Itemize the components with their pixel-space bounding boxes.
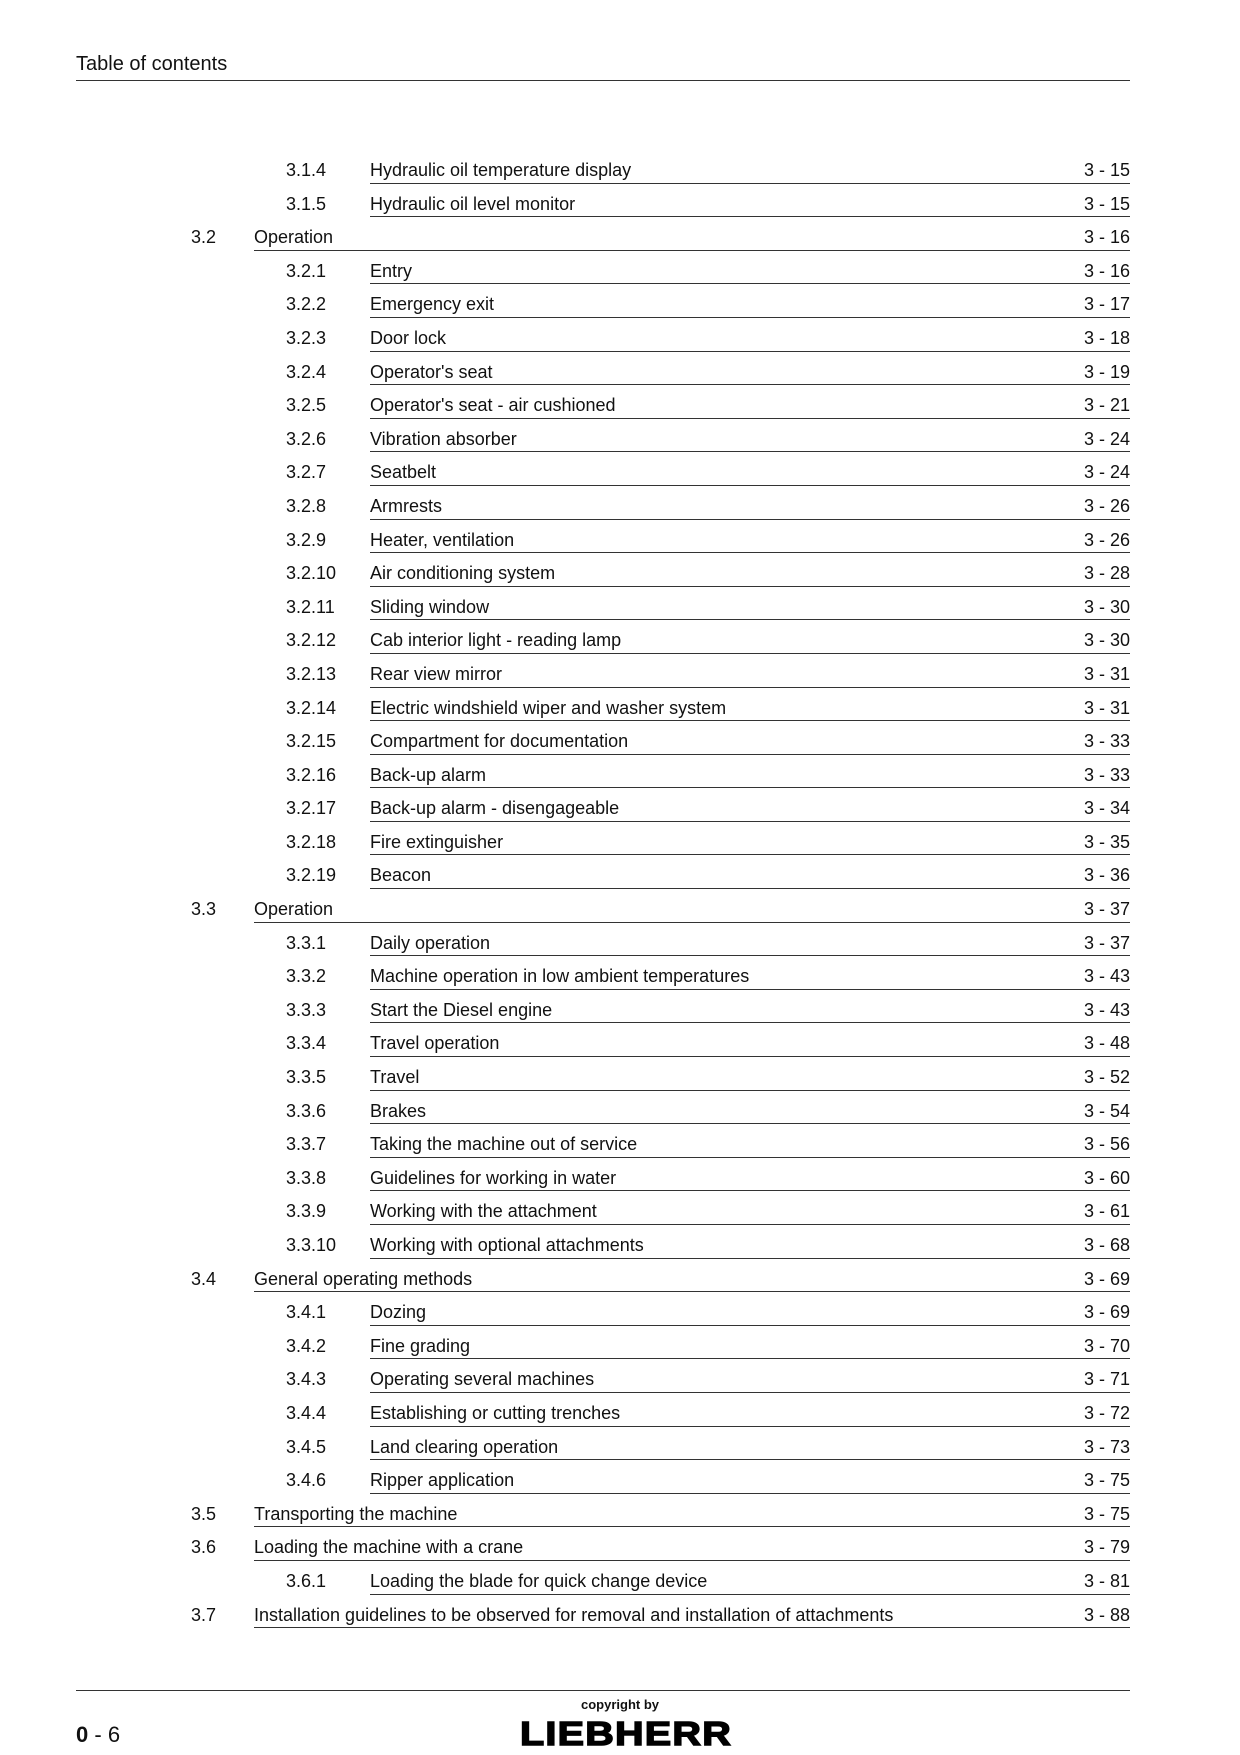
footer-divider	[76, 1690, 1130, 1691]
page-number-separator: -	[88, 1722, 108, 1747]
toc-entry	[0, 1430, 1240, 1464]
toc-entry-rule	[370, 451, 1130, 452]
toc-entry-number: 3.2.3	[286, 327, 327, 348]
toc-entry-number: 3.2.15	[286, 731, 337, 752]
liebherr-logo-icon	[518, 1716, 734, 1750]
toc-entry-page: 3 - 75	[1083, 1503, 1130, 1524]
toc-entry-number: 3.3.4	[286, 1033, 327, 1054]
toc-entry-page: 3 - 70	[1083, 1335, 1130, 1356]
toc-entry-page: 3 - 79	[1083, 1537, 1130, 1558]
toc-entry-number: 3.2.14	[286, 697, 337, 718]
toc-entry-rule	[370, 720, 1130, 721]
toc-entry-page: 3 - 56	[1083, 1134, 1130, 1155]
page-number-page: 6	[107, 1722, 121, 1747]
toc-entry-title: Vibration absorber	[370, 428, 517, 449]
toc-entry-rule	[370, 619, 1130, 620]
toc-entry-title: Machine operation in low ambient temperatures	[370, 966, 750, 987]
toc-entry-number: 3.2.4	[286, 361, 327, 382]
toc-entry-page: 3 - 69	[1083, 1302, 1130, 1323]
toc-entry-title: Dozing	[370, 1302, 427, 1323]
toc-entry-page: 3 - 26	[1083, 495, 1130, 516]
toc-entry-number: 3.1.5	[286, 193, 327, 214]
toc-entry-title: Rear view mirror	[370, 663, 503, 684]
toc-entry-number: 3.4.2	[286, 1335, 327, 1356]
toc-entry-rule	[370, 1358, 1130, 1359]
toc-entry	[0, 1564, 1240, 1598]
toc-entry-rule	[254, 922, 1130, 923]
toc-entry-number: 3.3	[191, 899, 217, 920]
toc-entry-rule	[370, 1325, 1130, 1326]
toc-entry-rule	[370, 1090, 1130, 1091]
toc-entry-title: Start the Diesel engine	[370, 999, 553, 1020]
toc-entry	[0, 1262, 1240, 1296]
toc-entry-rule	[370, 216, 1130, 217]
toc-entry	[0, 556, 1240, 590]
toc-entry-title: Transporting the machine	[254, 1503, 458, 1524]
toc-entry-number: 3.4.6	[286, 1470, 327, 1491]
toc-entry-page: 3 - 34	[1083, 798, 1130, 819]
toc-entry-number: 3.2.5	[286, 395, 327, 416]
toc-entry-number: 3.3.6	[286, 1100, 327, 1121]
toc-entry-page: 3 - 48	[1083, 1033, 1130, 1054]
toc-entry	[0, 1161, 1240, 1195]
toc-entry-rule	[370, 586, 1130, 587]
toc-entry-number: 3.2.10	[286, 563, 337, 584]
toc-entry	[0, 220, 1240, 254]
toc-entry-page: 3 - 43	[1083, 966, 1130, 987]
toc-entry-page: 3 - 72	[1083, 1402, 1130, 1423]
toc-entry-title: Guidelines for working in water	[370, 1167, 617, 1188]
toc-entry-rule	[254, 1526, 1130, 1527]
toc-entry-page: 3 - 16	[1083, 227, 1130, 248]
toc-entry-page: 3 - 24	[1083, 462, 1130, 483]
toc-entry	[0, 489, 1240, 523]
toc-entry-number: 3.4.1	[286, 1302, 327, 1323]
toc-entry-rule	[370, 989, 1130, 990]
toc-entry-number: 3.2.18	[286, 831, 337, 852]
toc-entry-title: Sliding window	[370, 596, 490, 617]
toc-entry-rule	[254, 1627, 1130, 1628]
toc-entry-title: Operator's seat	[370, 361, 493, 382]
toc-entry-title: Establishing or cutting trenches	[370, 1402, 621, 1423]
toc-entry-rule	[370, 1022, 1130, 1023]
toc-entry-title: Door lock	[370, 327, 447, 348]
toc-entry-title: Loading the blade for quick change device	[370, 1570, 708, 1591]
toc-entry-rule	[370, 653, 1130, 654]
toc-entry-number: 3.3.9	[286, 1201, 327, 1222]
toc-entry-page: 3 - 31	[1083, 697, 1130, 718]
toc-entry-page: 3 - 71	[1083, 1369, 1130, 1390]
toc-entry-title: Emergency exit	[370, 294, 495, 315]
toc-entry	[0, 1396, 1240, 1430]
toc-entry	[0, 187, 1240, 221]
toc-entry-title: Operating several machines	[370, 1369, 595, 1390]
toc-entry-title: Beacon	[370, 865, 432, 886]
toc-entry-rule	[370, 854, 1130, 855]
toc-entry-page: 3 - 31	[1083, 663, 1130, 684]
toc-entry-rule	[370, 888, 1130, 889]
toc-entry-rule	[370, 687, 1130, 688]
toc-entry-number: 3.3.10	[286, 1235, 337, 1255]
toc-entry-rule	[370, 955, 1130, 956]
toc-entry-page: 3 - 75	[1083, 1470, 1130, 1491]
toc-entry	[0, 926, 1240, 960]
toc-entry-title: Daily operation	[370, 932, 491, 953]
toc-entry-page: 3 - 33	[1083, 764, 1130, 785]
toc-entry	[0, 1463, 1240, 1497]
toc-entry-number: 3.2.8	[286, 495, 327, 516]
toc-entry-title: Compartment for documentation	[370, 731, 629, 752]
copyright-notice: copyright by	[580, 1697, 659, 1712]
toc-entry-page: 3 - 68	[1083, 1235, 1130, 1255]
toc-entry	[0, 1127, 1240, 1161]
toc-entry	[0, 1329, 1240, 1363]
toc-entry-title: Fine grading	[370, 1335, 471, 1356]
toc-entry-title: Operator's seat - air cushioned	[370, 395, 616, 416]
page-number	[76, 1722, 120, 1748]
toc-entry-number: 3.2.19	[286, 865, 337, 886]
toc-entry-page: 3 - 36	[1083, 865, 1130, 886]
toc-entry-rule	[370, 519, 1130, 520]
page-header-title: Table of contents	[76, 53, 228, 75]
toc-entry-title: Armrests	[370, 495, 442, 516]
liebherr-logo-text: LIEBHERR	[520, 1716, 732, 1750]
toc-entry-rule	[370, 1258, 1130, 1259]
toc-entry	[0, 254, 1240, 288]
toc-entry-number: 3.4.5	[286, 1436, 327, 1457]
toc-entry-rule	[370, 1190, 1130, 1191]
toc-entry-rule	[254, 250, 1130, 251]
toc-entry	[0, 724, 1240, 758]
toc-entry-title: Back-up alarm	[370, 764, 487, 785]
toc-entry	[0, 691, 1240, 725]
toc-entry-title: Air conditioning system	[370, 563, 556, 584]
toc-entry-number: 3.2	[191, 227, 217, 248]
toc-entry	[0, 321, 1240, 355]
toc-entry	[0, 422, 1240, 456]
toc-entry-rule	[370, 787, 1130, 788]
toc-entry	[0, 892, 1240, 926]
toc-entry	[0, 590, 1240, 624]
toc-entry	[0, 1026, 1240, 1060]
toc-entry	[0, 959, 1240, 993]
toc-entry-title: Land clearing operation	[370, 1436, 559, 1457]
toc-entry-number: 3.4	[191, 1268, 217, 1289]
toc-entry-number: 3.2.9	[286, 529, 327, 550]
toc-entry-page: 3 - 35	[1083, 831, 1130, 852]
toc-entry-rule	[370, 283, 1130, 284]
toc-entry-rule	[370, 754, 1130, 755]
toc-entry-page: 3 - 81	[1083, 1570, 1130, 1591]
toc-entry-page: 3 - 21	[1083, 395, 1130, 416]
toc-entry-title: Seatbelt	[370, 462, 437, 483]
toc-entry-page: 3 - 61	[1083, 1201, 1130, 1222]
toc-entry-page: 3 - 60	[1083, 1167, 1130, 1188]
toc-entry-page: 3 - 16	[1083, 260, 1130, 281]
toc-entry-number: 3.3.2	[286, 966, 327, 987]
toc-entry-title: Hydraulic oil temperature display	[370, 160, 632, 180]
toc-entry-page: 3 - 15	[1083, 160, 1130, 180]
toc-entry	[0, 657, 1240, 691]
toc-entry-title: Loading the machine with a crane	[254, 1537, 524, 1558]
toc-entry-page: 3 - 28	[1083, 563, 1130, 584]
toc-entry	[0, 355, 1240, 389]
toc-entry-title: Travel	[370, 1067, 420, 1088]
toc-entry-rule	[370, 552, 1130, 553]
toc-entry-rule	[370, 183, 1130, 184]
toc-entry	[0, 825, 1240, 859]
toc-entry-number: 3.3.3	[286, 999, 327, 1020]
toc-entry-rule	[370, 485, 1130, 486]
toc-entry-number: 3.3.5	[286, 1067, 327, 1088]
toc-entry-number: 3.2.7	[286, 462, 327, 483]
toc-entry-number: 3.3.1	[286, 932, 327, 953]
toc-entry-number: 3.4.3	[286, 1369, 327, 1390]
toc-entry-title: Hydraulic oil level monitor	[370, 193, 576, 214]
toc-entry	[0, 1598, 1240, 1632]
toc-entry-title: Heater, ventilation	[370, 529, 515, 550]
toc-entry-rule	[254, 1291, 1130, 1292]
toc-entry-number: 3.2.2	[286, 294, 327, 315]
toc-entry-page: 3 - 19	[1083, 361, 1130, 382]
toc-entry-rule	[370, 1224, 1130, 1225]
toc-entry-number: 3.2.1	[286, 260, 327, 281]
toc-entry-page: 3 - 37	[1083, 899, 1130, 920]
page-number-chapter: 0	[76, 1722, 89, 1747]
toc-entry-number: 3.7	[191, 1604, 217, 1625]
toc-entry-page: 3 - 54	[1083, 1100, 1130, 1121]
toc-entry-title: Entry	[370, 260, 413, 281]
toc-entry-rule	[370, 1426, 1130, 1427]
toc-entry-title: Operation	[254, 227, 334, 248]
toc-entry-number: 3.2.16	[286, 764, 337, 785]
toc-entry	[0, 758, 1240, 792]
toc-entry-page: 3 - 17	[1083, 294, 1130, 315]
toc-entry-number: 3.6	[191, 1537, 217, 1558]
toc-entry	[0, 1094, 1240, 1128]
toc-entry-title: Travel operation	[370, 1033, 500, 1054]
toc-entry-page: 3 - 52	[1083, 1067, 1130, 1088]
toc-entry-title: Operation	[254, 899, 334, 920]
toc-entry-title: Fire extinguisher	[370, 831, 504, 852]
toc-entry-page: 3 - 30	[1083, 630, 1130, 651]
toc-entry-title: Cab interior light - reading lamp	[370, 630, 622, 651]
toc-entry	[0, 1497, 1240, 1531]
toc-entry-rule	[370, 821, 1130, 822]
toc-entry-rule	[370, 351, 1130, 352]
toc-entry-page: 3 - 18	[1083, 327, 1130, 348]
toc-entry-rule	[370, 384, 1130, 385]
toc-entry-number: 3.2.6	[286, 428, 327, 449]
toc-entry	[0, 455, 1240, 489]
toc-entry-title: Working with optional attachments	[370, 1235, 644, 1255]
toc-entry-page: 3 - 26	[1083, 529, 1130, 550]
toc-entry-page: 3 - 30	[1083, 596, 1130, 617]
toc-entry-rule	[370, 317, 1130, 318]
toc-entry-page: 3 - 73	[1083, 1436, 1130, 1457]
toc-entry-rule	[370, 1594, 1130, 1595]
toc-entry-title: Electric windshield wiper and washer system	[370, 697, 727, 718]
toc-entry-page: 3 - 37	[1083, 932, 1130, 953]
toc-entry	[0, 1194, 1240, 1228]
toc-entry-number: 3.2.11	[286, 596, 335, 617]
toc-entry-title: Back-up alarm - disengageable	[370, 798, 620, 819]
toc-entry	[0, 1530, 1240, 1564]
toc-entry-title: Ripper application	[370, 1470, 515, 1491]
toc-entry-rule	[254, 1560, 1130, 1561]
toc-entry-title: Brakes	[370, 1100, 427, 1121]
toc-entry-number: 3.1.4	[286, 160, 327, 180]
toc-entry-rule	[370, 1459, 1130, 1460]
toc-entry-page: 3 - 15	[1083, 193, 1130, 214]
toc-entry-rule	[370, 418, 1130, 419]
toc-entry-title: Working with the attachment	[370, 1201, 597, 1222]
toc-entry	[0, 523, 1240, 557]
toc-entry	[0, 623, 1240, 657]
toc-entry-title: General operating methods	[254, 1268, 473, 1289]
toc-entry-number: 3.3.7	[286, 1134, 327, 1155]
toc-entry-page: 3 - 88	[1083, 1604, 1130, 1625]
toc-entry	[0, 388, 1240, 422]
toc-entry-title: Taking the machine out of service	[370, 1134, 638, 1155]
toc-entry	[0, 1362, 1240, 1396]
toc-entry-page: 3 - 69	[1083, 1268, 1130, 1289]
toc-entry	[0, 1060, 1240, 1094]
toc-entry	[0, 1228, 1240, 1262]
toc-entry-page: 3 - 24	[1083, 428, 1130, 449]
toc-entry-rule	[370, 1056, 1130, 1057]
toc-entry-number: 3.2.17	[286, 798, 337, 819]
liebherr-logo	[518, 1716, 734, 1750]
toc-entry	[0, 287, 1240, 321]
toc-entry-rule	[370, 1123, 1130, 1124]
toc-entry-number: 3.3.8	[286, 1167, 327, 1188]
toc-entry-number: 3.2.12	[286, 630, 337, 651]
toc-entry-number: 3.2.13	[286, 663, 337, 684]
toc-entry	[0, 153, 1240, 187]
toc-entry-number: 3.5	[191, 1503, 217, 1524]
toc-entry	[0, 1295, 1240, 1329]
toc-entry-number: 3.6.1	[286, 1570, 327, 1591]
toc-entry-rule	[370, 1392, 1130, 1393]
toc-entry-rule	[370, 1493, 1130, 1494]
toc-entry-title: Installation guidelines to be observed for removal and installation of attachments	[254, 1604, 894, 1625]
toc-entry	[0, 858, 1240, 892]
toc-entry-page: 3 - 33	[1083, 731, 1130, 752]
toc-entry-number: 3.4.4	[286, 1402, 327, 1423]
toc-entry-page: 3 - 43	[1083, 999, 1130, 1020]
page-header	[76, 52, 1130, 81]
toc-entry	[0, 993, 1240, 1027]
toc-entry-rule	[370, 1157, 1130, 1158]
toc-entry	[0, 791, 1240, 825]
table-of-contents	[0, 153, 1240, 1631]
